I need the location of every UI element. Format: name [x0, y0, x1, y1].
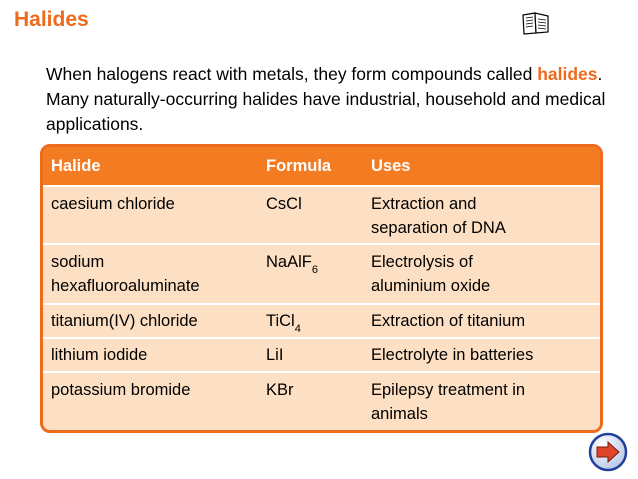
halide-name: titanium(IV) chloride: [51, 312, 198, 330]
formula: NaAlF$_6$: [266, 253, 318, 276]
intro-paragraph: [46, 62, 606, 137]
table-row: [43, 305, 600, 337]
halide-name: lithium iodide: [51, 346, 148, 364]
next-button[interactable]: [588, 432, 628, 472]
uses: Electrolysis of aluminium oxide: [371, 253, 491, 295]
table-row: [43, 373, 600, 430]
uses: Epilepsy treatment in animals: [371, 381, 526, 423]
table-row: [43, 187, 600, 243]
table-row: [43, 339, 600, 371]
halide-name: caesium chloride: [51, 195, 175, 213]
halides-table: [40, 144, 603, 433]
uses: Electrolyte in batteries: [371, 346, 534, 364]
halide-name: potassium bromide: [51, 381, 191, 399]
formula: LiI: [266, 346, 284, 364]
book-icon: [521, 11, 551, 35]
table-row: [43, 245, 600, 303]
formula: KBr: [266, 381, 294, 399]
uses: Extraction and separation of DNA: [371, 195, 506, 237]
formula: CsCl: [266, 195, 302, 213]
header-uses: Uses: [371, 157, 411, 175]
intro-text-before: When halogens react with metals, they form compounds called: [46, 64, 538, 84]
header-formula: Formula: [266, 157, 332, 175]
intro-highlight: halides: [537, 64, 598, 84]
halide-name: sodium hexafluoroaluminate: [51, 253, 200, 295]
slide-title: Halides: [14, 8, 89, 31]
intro-text-after: . Many naturally-occurring halides have industrial, household and medical applications.: [46, 64, 606, 134]
header-halide: Halide: [51, 157, 101, 175]
table-header-row: [43, 147, 600, 185]
uses: Extraction of titanium: [371, 312, 526, 330]
formula: TiCl$_4$: [266, 312, 301, 335]
